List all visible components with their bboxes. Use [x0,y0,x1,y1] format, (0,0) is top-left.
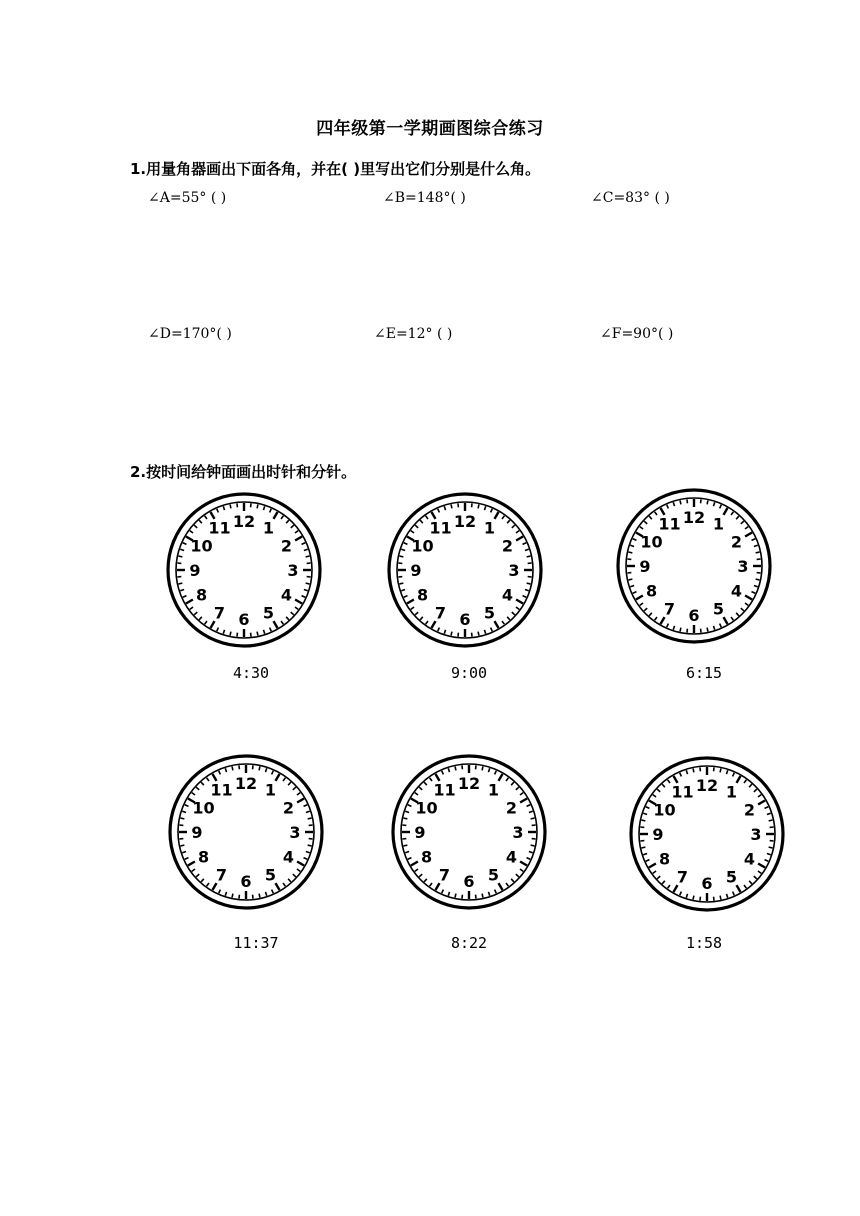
clock-minute-tick [455,894,456,898]
clock-time-4: 11:37 [233,934,279,952]
clock-minute-tick [257,632,258,636]
clock-numeral-11: 11 [671,782,694,802]
clock-numeral-2: 2 [505,798,518,818]
clock-minute-tick [403,818,407,819]
clock-numeral-3: 3 [737,557,749,576]
clock-numeral-8: 8 [195,585,208,605]
clock-numeral-10: 10 [411,536,434,556]
clock-numeral-3: 3 [750,825,762,844]
clock-numeral-6: 6 [701,874,713,893]
clock-numeral-7: 7 [215,865,228,885]
clock-minute-tick [259,766,260,770]
clock-minute-tick [641,820,645,821]
clock-minute-tick [230,632,231,636]
clock-numeral-10: 10 [653,800,676,820]
angle-d-label: ∠D=170°( ) [148,326,232,342]
clock-time-6: 1:58 [685,934,723,952]
clock-minute-tick [455,766,456,770]
clock-minute-tick [399,556,403,557]
clock-minute-tick [693,768,694,772]
clock-numeral-3: 3 [508,561,520,580]
clock-face-4 [166,752,326,912]
clock-numeral-10: 10 [415,798,438,818]
clock-face-3 [614,486,774,646]
clock-numeral-5: 5 [712,599,725,619]
clock-minute-tick [769,820,773,821]
clock-numeral-6: 6 [688,606,700,625]
clock-numeral-2: 2 [280,536,293,556]
clock-minute-tick [693,896,694,900]
clock-minute-tick [628,579,632,580]
clock-numeral-5: 5 [483,603,496,623]
clock-numeral-9: 9 [652,825,664,844]
clock-numeral-8: 8 [658,849,671,869]
clock-minute-tick [482,766,483,770]
clock-numeral-10: 10 [192,798,215,818]
clock-numeral-8: 8 [645,581,658,601]
clock-face-6 [627,754,787,914]
clock-numeral-7: 7 [213,603,226,623]
clock-numeral-6: 6 [459,610,471,629]
clock-minute-tick [756,579,760,580]
clock-numeral-6: 6 [238,610,250,629]
clock-minute-tick [720,896,721,900]
clock-numeral-1: 1 [712,514,725,534]
clock-numeral-10: 10 [640,532,663,552]
clock-minute-tick [399,583,403,584]
clock-time-2: 9:00 [450,664,488,682]
clock-numeral-8: 8 [197,847,210,867]
clock-minute-tick [178,556,182,557]
clock-time-5: 8:22 [450,934,488,952]
clock-minute-tick [527,556,531,557]
clock-numeral-10: 10 [190,536,213,556]
clock-minute-tick [403,845,407,846]
clock-numeral-9: 9 [191,823,203,842]
clock-numeral-4: 4 [743,849,756,869]
clock-minute-tick [178,583,182,584]
angle-b-label: ∠B=148°( ) [383,190,466,206]
angle-e-label: ∠E=12° ( ) [374,326,453,342]
clock-numeral-11: 11 [658,514,681,534]
clock-numeral-9: 9 [189,561,201,580]
clock-minute-tick [259,894,260,898]
clock-numeral-4: 4 [505,847,518,867]
clock-numeral-1: 1 [483,518,496,538]
clock-numeral-2: 2 [730,532,743,552]
clock-numeral-7: 7 [676,867,689,887]
clock-minute-tick [756,552,760,553]
clock-numeral-5: 5 [487,865,500,885]
clock-minute-tick [232,766,233,770]
clock-numeral-8: 8 [420,847,433,867]
clock-minute-tick [451,632,452,636]
clock-numeral-12: 12 [695,776,719,795]
clock-numeral-1: 1 [264,780,277,800]
clock-minute-tick [680,500,681,504]
clock-minute-tick [641,847,645,848]
clock-minute-tick [707,628,708,632]
angle-a-label: ∠A=55° ( ) [148,190,227,206]
angle-c-label: ∠C=83° ( ) [591,190,670,206]
clock-numeral-12: 12 [453,512,477,531]
clock-numeral-7: 7 [663,599,676,619]
clock-minute-tick [308,845,312,846]
clock-numeral-11: 11 [429,518,452,538]
clock-time-1: 4:30 [232,664,270,682]
clock-minute-tick [230,504,231,508]
clock-face-1 [164,490,324,650]
clock-numeral-8: 8 [416,585,429,605]
clock-numeral-1: 1 [262,518,275,538]
clock-minute-tick [232,894,233,898]
clock-numeral-4: 4 [501,585,514,605]
angle-f-label: ∠F=90°( ) [600,326,674,342]
clock-numeral-6: 6 [240,872,252,891]
clock-numeral-11: 11 [210,780,233,800]
clock-time-3: 6:15 [685,664,723,682]
clock-minute-tick [531,818,535,819]
clock-numeral-7: 7 [438,865,451,885]
clock-numeral-2: 2 [282,798,295,818]
clock-numeral-7: 7 [434,603,447,623]
clock-minute-tick [478,632,479,636]
clock-numeral-9: 9 [414,823,426,842]
clock-minute-tick [531,845,535,846]
clock-minute-tick [628,552,632,553]
clock-numeral-5: 5 [262,603,275,623]
clock-numeral-11: 11 [208,518,231,538]
clock-numeral-12: 12 [682,508,706,527]
clock-numeral-12: 12 [232,512,256,531]
clock-numeral-11: 11 [433,780,456,800]
clock-numeral-5: 5 [264,865,277,885]
clock-minute-tick [180,818,184,819]
clock-numeral-12: 12 [457,774,481,793]
question-1-heading: 1.用量角器画出下面各角，并在( )里写出它们分别是什么角。 [130,160,541,178]
clock-numeral-4: 4 [280,585,293,605]
clock-numeral-9: 9 [410,561,422,580]
clock-minute-tick [451,504,452,508]
clock-numeral-1: 1 [725,782,738,802]
clock-minute-tick [257,504,258,508]
clock-numeral-12: 12 [234,774,258,793]
clock-minute-tick [680,628,681,632]
clock-face-2 [385,490,545,650]
clock-numeral-2: 2 [501,536,514,556]
clock-numeral-3: 3 [287,561,299,580]
clock-numeral-5: 5 [725,867,738,887]
question-2-heading: 2.按时间给钟面画出时针和分针。 [130,463,357,481]
clock-minute-tick [478,504,479,508]
clock-minute-tick [707,500,708,504]
clock-minute-tick [306,583,310,584]
clock-face-5 [389,752,549,912]
clock-numeral-9: 9 [639,557,651,576]
clock-numeral-4: 4 [730,581,743,601]
clock-minute-tick [308,818,312,819]
clock-numeral-3: 3 [512,823,524,842]
clock-numeral-6: 6 [463,872,475,891]
page-title: 四年级第一学期画图综合练习 [316,119,544,139]
clock-minute-tick [482,894,483,898]
clock-numeral-4: 4 [282,847,295,867]
clock-minute-tick [527,583,531,584]
clock-minute-tick [306,556,310,557]
clock-minute-tick [180,845,184,846]
clock-numeral-3: 3 [289,823,301,842]
clock-minute-tick [769,847,773,848]
clock-minute-tick [720,768,721,772]
clock-numeral-2: 2 [743,800,756,820]
clock-numeral-1: 1 [487,780,500,800]
